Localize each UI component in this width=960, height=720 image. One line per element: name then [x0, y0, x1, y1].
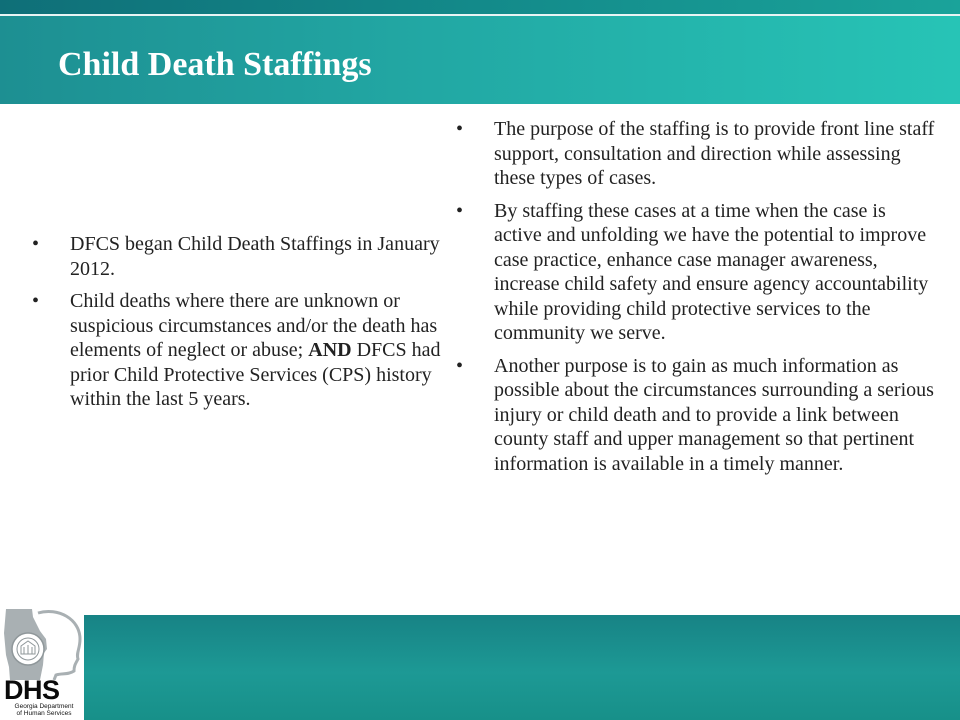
dhs-acronym: DHS	[4, 675, 60, 705]
dhs-subtitle-line1: Georgia Department	[14, 703, 74, 710]
left-bullet-2	[32, 289, 442, 412]
slide-title: Child Death Staffings	[58, 46, 372, 83]
left-bullet-2-emphasis: AND	[308, 339, 352, 361]
top-accent-strip	[0, 0, 960, 14]
right-bullet-2: • By staffing these cases at a time when the case is active and unfolding we have the potential to improve case practice, enhance case manager awareness, increase child safety and ensure agency accountability while providing child protective services to the community we serve.	[456, 199, 936, 346]
footer-band	[0, 615, 960, 720]
right-bullet-1: • The purpose of the staffing is to provide front line staff support, consultation and direction while assessing these types of cases.	[456, 117, 936, 191]
left-bullet-2-text-a: Child deaths where there are unknown or suspicious circumstances and/or the death has elements of neglect or abuse;	[70, 290, 438, 361]
dhs-logo	[0, 605, 84, 720]
georgia-state-seal-profile-icon	[0, 605, 84, 680]
right-bullet-list	[456, 117, 936, 484]
right-bullet-3: • Another purpose is to gain as much information as possible about the circumstances surrounding a serious injury or child death and to provide a link between county staff and upper management so that pertinent information is available in a timely manner.	[456, 354, 936, 477]
left-bullet-list	[32, 232, 442, 420]
dhs-subtitle-line2: of Human Services	[16, 710, 72, 717]
dhs-subtitle	[6, 703, 82, 717]
left-bullet-1: • DFCS began Child Death Staffings in January 2012.	[32, 232, 442, 281]
left-bullet-2-text-b: DFCS had prior Child Protective Services (CPS) history within the last 5 years.	[70, 339, 441, 410]
